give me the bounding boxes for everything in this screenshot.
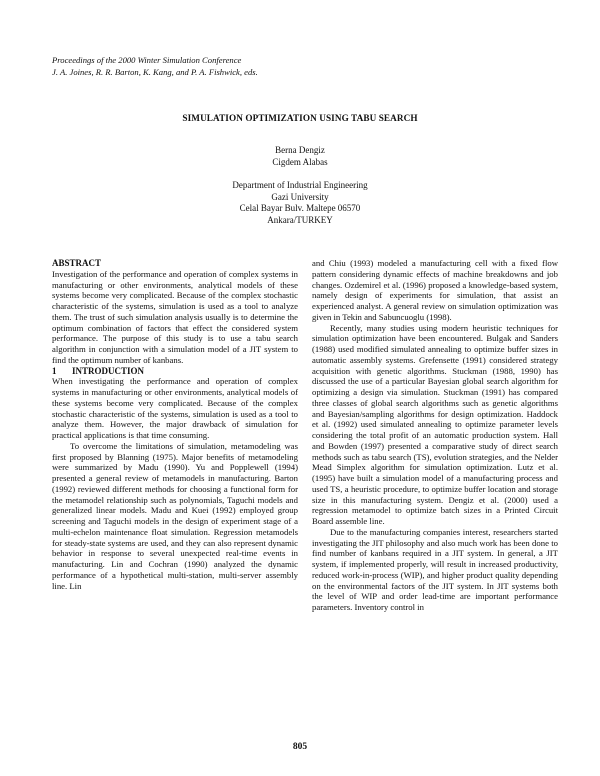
paper-title: SIMULATION OPTIMIZATION USING TABU SEARCH [182, 113, 418, 123]
intro-paragraph-4: Recently, many studies using modern heuristic techniques for simulation optimization have been encountered. Bulgak and Sanders (1988) used modified simulated annealing to optimize buffer sizes in automatic assembly systems. Grefensette (1991) considered strategy acquisition with genetic algorithms. Stuckman (1988, 1990) has discussed the use of a particular Bayesian global search algorithm for optimizing a design via simulation. Stuckman (1991) has compared three classes of global search algorithms such as genetic algorithms and Bayesian/sampling algorithms for design optimization. Haddock et al. (1992) used simulated annealing to optimize parameter levels considering the total profit of an automatic production system. Hall and Bowden (1997) presented a comparative study of direct search methods such as tabu search (TS), evolution strategies, and the Nelder Mead Simplex algorithm for simulation optimization. Lutz et al. (1995) have built a simulation model of a manufacturing process and used TS, a heuristic procedure, to optimize buffer location and storage size in this manufacturing system. Dengiz et al. (2000) used a regression metamodel to optimize batch sizes in a Printed Circuit Board assemble line. [312, 322, 558, 526]
department: Department of Industrial Engineering [232, 180, 368, 190]
city-country: Ankara/TURKEY [267, 214, 333, 225]
author-name: Berna Dengiz [275, 145, 325, 155]
abstract-heading: ABSTRACT [52, 258, 102, 268]
abstract-text: Investigation of the performance and operation of complex systems in manufacturing or other environments, analytical models of these systems become very complicated. Because of the complex stochastic characteristic of the systems, simulation is used as a tool to analyze them. The trust of such simulation analysis usually is to determine the optimum combination of factors that effect the considered system performance. The purpose of this study is to use a tabu search algorithm in conjunction with a simulation model of a JIT system to find the optimum number of kanbans. [52, 268, 298, 365]
editors-line: J. A. Joines, R. R. Barton, K. Kang, and P. A. Fishwick, eds. [52, 67, 258, 77]
page-number: 805 [292, 742, 308, 752]
section-number: 1 [52, 365, 57, 376]
author-block [0, 145, 600, 168]
right-column [312, 258, 558, 758]
intro-paragraph-3: and Chiu (1993) modeled a manufacturing cell with a fixed flow pattern considering dynamic effects of machine breakdowns and job changes. Ozdemirel et al. (1996) proposed a knowledge-based system, namely design of experiments for simulation, that assist an experienced analyst. A general review on simulation optimization was given in Tekin and Sabuncuoglu (1998). [312, 258, 558, 322]
running-header [52, 54, 472, 78]
left-column [52, 258, 298, 758]
intro-paragraph-1: When investigating the performance and operation of complex systems in manufacturing or other environments, analytical models of these systems become very complicated. Because of the complex stochastic characteristic of the systems, simulation is used as a tool to analyze them. However, the major drawback of simulation for practical applications is that time consuming. [52, 376, 298, 440]
street-address: Celal Bayar Bulv. Maltepe 06570 [239, 203, 361, 213]
intro-paragraph-5: Due to the manufacturing companies interest, researchers started investigating the JIT philosophy and also much work has been done to find number of kanbans required in a JIT system. In general, a JIT system, if implemented properly, will result in increased productivity, reduced work-in-process (WIP), and higher product quality depending on the environmental factors of the JIT system. In JIT systems both the level of WIP and order lead-time are important performance parameters. Inventory control in [312, 526, 558, 612]
affiliation-block [0, 180, 600, 226]
introduction-heading [52, 366, 298, 377]
intro-paragraph-2: To overcome the limitations of simulation, metamodeling was first proposed by Blanning (1975). Major benefits of metamodeling were summarized by Madu (1990). Yu and Popplewell (1994) presented a general review of metamodels in manufacturing. Barton (1992) reviewed different methods for choosing a functional form for the metamodel relationship such as polynomials, Taguchi models and generalized linear models. Madu and Kuei (1992) employed group screening and Taguchi models in the design of experiment stage of a multi-echelon maintenance float simulation. Regression metamodels for steady-state systems are used, and they can also represent dynamic behavior in response to several unexpected real-time events in manufacturing. Lin and Cochran (1990) analyzed the dynamic performance of a hypothetical multi-station, multi-server assembly line. Lin [52, 440, 298, 591]
university: Gazi University [271, 191, 329, 202]
author-name: Cigdem Alabas [272, 156, 328, 167]
section-title: INTRODUCTION [72, 365, 145, 376]
proceedings-line: Proceedings of the 2000 Winter Simulation Conference [52, 55, 242, 65]
